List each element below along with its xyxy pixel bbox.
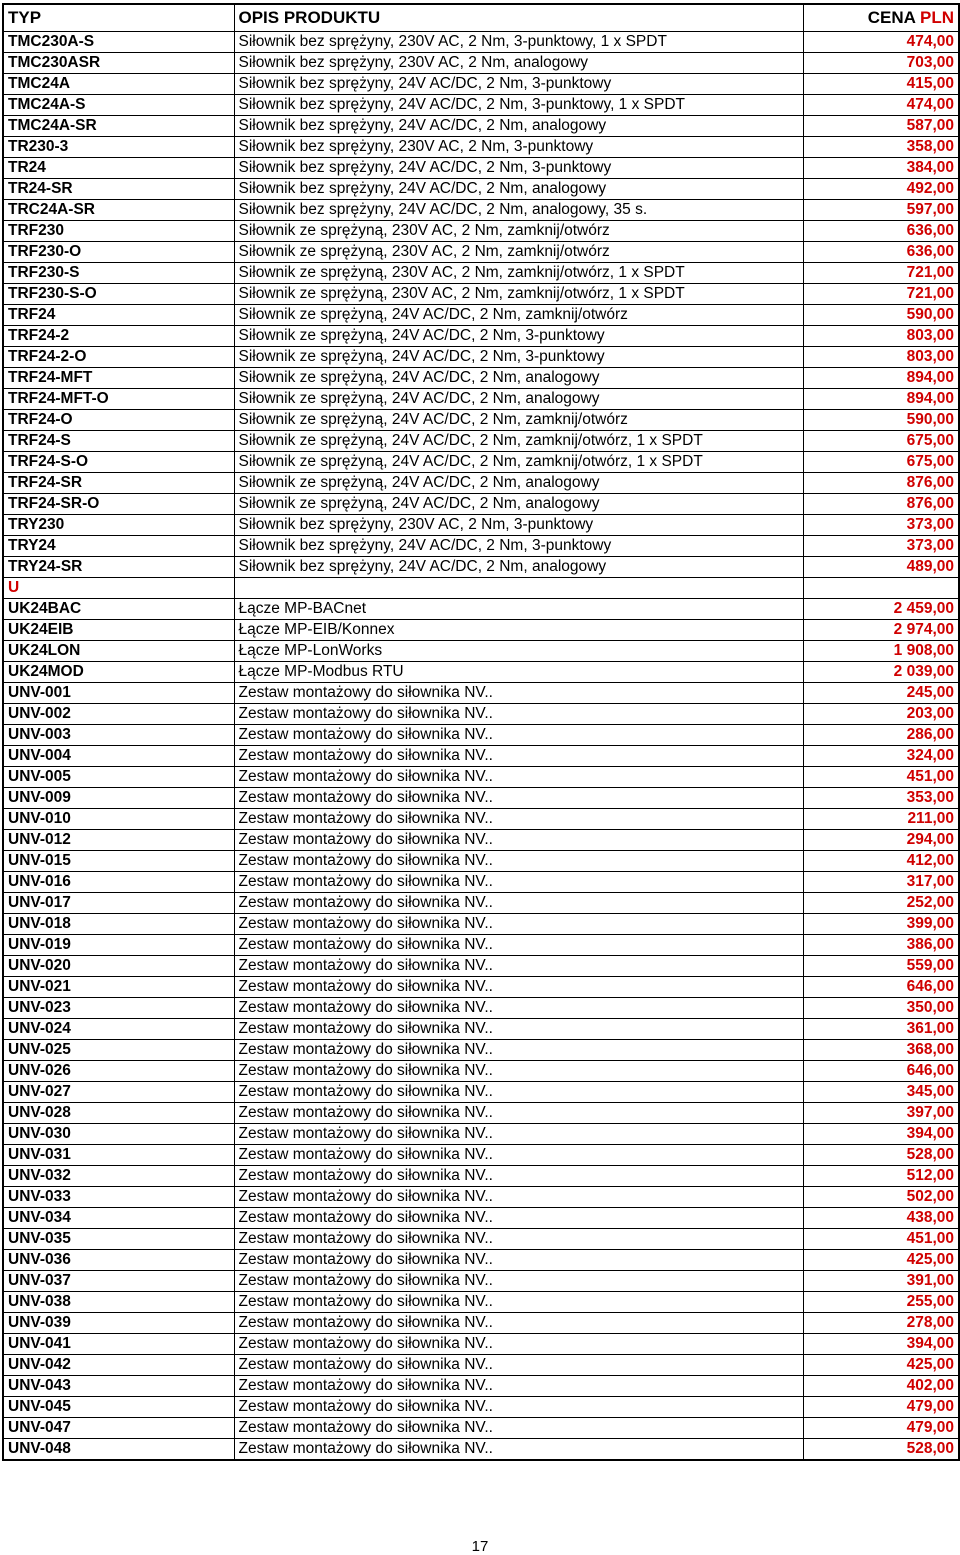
product-description: Zestaw montażowy do siłownika NV.. — [234, 704, 803, 725]
table-row — [3, 1082, 959, 1103]
product-code: UNV-043 — [3, 1376, 234, 1397]
product-description: Zestaw montażowy do siłownika NV.. — [234, 1418, 803, 1439]
product-code: UNV-021 — [3, 977, 234, 998]
table-row — [3, 473, 959, 494]
table-row — [3, 1187, 959, 1208]
product-price: 345,00 — [803, 1082, 959, 1103]
table-row — [3, 347, 959, 368]
product-code: TRF230-S-O — [3, 284, 234, 305]
product-description: Łącze MP-BACnet — [234, 599, 803, 620]
table-row — [3, 1397, 959, 1418]
product-price: 384,00 — [803, 158, 959, 179]
product-code: TRF24-S — [3, 431, 234, 452]
product-description: Zestaw montażowy do siłownika NV.. — [234, 1103, 803, 1124]
table-row — [3, 179, 959, 200]
product-price: 358,00 — [803, 137, 959, 158]
table-row — [3, 1250, 959, 1271]
product-price: 245,00 — [803, 683, 959, 704]
table-row — [3, 725, 959, 746]
product-code: UK24EIB — [3, 620, 234, 641]
product-price: 361,00 — [803, 1019, 959, 1040]
product-description: Siłownik bez sprężyny, 24V AC/DC, 2 Nm, analogowy — [234, 557, 803, 578]
product-price: 278,00 — [803, 1313, 959, 1334]
product-price: 559,00 — [803, 956, 959, 977]
table-row — [3, 1376, 959, 1397]
product-description — [234, 578, 803, 599]
product-description: Zestaw montażowy do siłownika NV.. — [234, 1271, 803, 1292]
product-code: UNV-048 — [3, 1439, 234, 1461]
product-price: 203,00 — [803, 704, 959, 725]
product-price: 489,00 — [803, 557, 959, 578]
product-code: TR230-3 — [3, 137, 234, 158]
product-description: Siłownik bez sprężyny, 24V AC/DC, 2 Nm, 3-punktowy — [234, 158, 803, 179]
product-description: Zestaw montażowy do siłownika NV.. — [234, 935, 803, 956]
table-row — [3, 53, 959, 74]
product-code: TRF24-O — [3, 410, 234, 431]
product-code: TRF24-MFT-O — [3, 389, 234, 410]
table-header — [3, 4, 959, 32]
header-row — [3, 4, 959, 32]
product-price: 587,00 — [803, 116, 959, 137]
table-row — [3, 893, 959, 914]
section-row — [3, 578, 959, 599]
product-price: 597,00 — [803, 200, 959, 221]
product-price: 394,00 — [803, 1334, 959, 1355]
product-description: Siłownik bez sprężyny, 24V AC/DC, 2 Nm, analogowy — [234, 116, 803, 137]
table-row — [3, 788, 959, 809]
table-row — [3, 368, 959, 389]
table-row — [3, 557, 959, 578]
product-price: 646,00 — [803, 977, 959, 998]
table-row — [3, 410, 959, 431]
product-description: Siłownik ze sprężyną, 24V AC/DC, 2 Nm, zamknij/otwórz — [234, 305, 803, 326]
table-row — [3, 872, 959, 893]
section-letter: U — [3, 578, 234, 599]
product-description: Zestaw montażowy do siłownika NV.. — [234, 998, 803, 1019]
product-price: 590,00 — [803, 305, 959, 326]
table-row — [3, 704, 959, 725]
product-code: UNV-010 — [3, 809, 234, 830]
product-description: Zestaw montażowy do siłownika NV.. — [234, 914, 803, 935]
table-row — [3, 977, 959, 998]
table-row — [3, 494, 959, 515]
table-row — [3, 137, 959, 158]
product-code: UNV-033 — [3, 1187, 234, 1208]
table-row — [3, 1271, 959, 1292]
currency-label: PLN — [920, 8, 954, 27]
product-code: UNV-001 — [3, 683, 234, 704]
product-code: TMC230ASR — [3, 53, 234, 74]
product-code: TRF24-SR — [3, 473, 234, 494]
table-row — [3, 1334, 959, 1355]
product-description: Zestaw montażowy do siłownika NV.. — [234, 1040, 803, 1061]
product-code: TRF24-2-O — [3, 347, 234, 368]
product-price: 636,00 — [803, 221, 959, 242]
table-row — [3, 1019, 959, 1040]
product-description: Zestaw montażowy do siłownika NV.. — [234, 809, 803, 830]
product-description: Zestaw montażowy do siłownika NV.. — [234, 977, 803, 998]
product-price: 438,00 — [803, 1208, 959, 1229]
product-code: UNV-018 — [3, 914, 234, 935]
product-description: Siłownik bez sprężyny, 230V AC, 2 Nm, 3-punktowy, 1 x SPDT — [234, 32, 803, 53]
product-price: 286,00 — [803, 725, 959, 746]
product-price: 415,00 — [803, 74, 959, 95]
product-price: 402,00 — [803, 1376, 959, 1397]
product-price: 512,00 — [803, 1166, 959, 1187]
product-price: 703,00 — [803, 53, 959, 74]
table-row — [3, 683, 959, 704]
table-row — [3, 1208, 959, 1229]
product-price: 294,00 — [803, 830, 959, 851]
product-code: TRF230-S — [3, 263, 234, 284]
product-description: Zestaw montażowy do siłownika NV.. — [234, 1397, 803, 1418]
product-code: UNV-004 — [3, 746, 234, 767]
product-code: UNV-041 — [3, 1334, 234, 1355]
product-description: Zestaw montażowy do siłownika NV.. — [234, 767, 803, 788]
table-row — [3, 914, 959, 935]
table-row — [3, 1439, 959, 1461]
product-code: TRF24 — [3, 305, 234, 326]
table-row — [3, 1061, 959, 1082]
product-description: Zestaw montażowy do siłownika NV.. — [234, 746, 803, 767]
product-description: Zestaw montażowy do siłownika NV.. — [234, 1292, 803, 1313]
product-code: UNV-012 — [3, 830, 234, 851]
product-price: 425,00 — [803, 1250, 959, 1271]
product-code: UNV-028 — [3, 1103, 234, 1124]
product-price — [803, 578, 959, 599]
product-description: Zestaw montażowy do siłownika NV.. — [234, 1250, 803, 1271]
product-price: 528,00 — [803, 1145, 959, 1166]
product-description: Zestaw montażowy do siłownika NV.. — [234, 788, 803, 809]
product-code: UNV-031 — [3, 1145, 234, 1166]
product-price: 876,00 — [803, 494, 959, 515]
table-row — [3, 452, 959, 473]
product-code: UNV-034 — [3, 1208, 234, 1229]
price-label: CENA — [867, 8, 916, 27]
product-description: Siłownik ze sprężyną, 24V AC/DC, 2 Nm, analogowy — [234, 494, 803, 515]
product-description: Zestaw montażowy do siłownika NV.. — [234, 1124, 803, 1145]
product-description: Siłownik ze sprężyną, 24V AC/DC, 2 Nm, analogowy — [234, 389, 803, 410]
table-body — [3, 32, 959, 1461]
product-code: TRF24-MFT — [3, 368, 234, 389]
table-row — [3, 1355, 959, 1376]
table-row — [3, 389, 959, 410]
product-code: UNV-016 — [3, 872, 234, 893]
product-code: UNV-038 — [3, 1292, 234, 1313]
product-price: 894,00 — [803, 389, 959, 410]
product-description: Siłownik ze sprężyną, 24V AC/DC, 2 Nm, zamknij/otwórz — [234, 410, 803, 431]
table-row — [3, 200, 959, 221]
product-price: 675,00 — [803, 431, 959, 452]
table-row — [3, 1418, 959, 1439]
product-code: UNV-037 — [3, 1271, 234, 1292]
table-row — [3, 1166, 959, 1187]
product-description: Siłownik ze sprężyną, 230V AC, 2 Nm, zamknij/otwórz — [234, 242, 803, 263]
product-price: 894,00 — [803, 368, 959, 389]
table-row — [3, 851, 959, 872]
product-code: TRY24 — [3, 536, 234, 557]
product-code: TMC24A-S — [3, 95, 234, 116]
product-code: UNV-020 — [3, 956, 234, 977]
product-description: Łącze MP-Modbus RTU — [234, 662, 803, 683]
product-price: 368,00 — [803, 1040, 959, 1061]
product-description: Siłownik bez sprężyny, 230V AC, 2 Nm, 3-punktowy — [234, 137, 803, 158]
product-price: 391,00 — [803, 1271, 959, 1292]
table-row — [3, 32, 959, 53]
table-row — [3, 221, 959, 242]
table-row — [3, 326, 959, 347]
product-price: 474,00 — [803, 32, 959, 53]
product-price: 412,00 — [803, 851, 959, 872]
product-code: UNV-005 — [3, 767, 234, 788]
column-header-type: TYP — [3, 4, 234, 32]
product-price: 721,00 — [803, 263, 959, 284]
table-row — [3, 662, 959, 683]
product-price: 2 974,00 — [803, 620, 959, 641]
table-row — [3, 284, 959, 305]
table-row — [3, 830, 959, 851]
product-code: TRY230 — [3, 515, 234, 536]
price-list-table — [2, 3, 960, 1461]
product-price: 397,00 — [803, 1103, 959, 1124]
product-description: Zestaw montażowy do siłownika NV.. — [234, 1166, 803, 1187]
table-row — [3, 305, 959, 326]
product-code: TRF24-S-O — [3, 452, 234, 473]
product-price: 252,00 — [803, 893, 959, 914]
product-code: UNV-015 — [3, 851, 234, 872]
product-code: UNV-019 — [3, 935, 234, 956]
product-code: UNV-035 — [3, 1229, 234, 1250]
product-description: Zestaw montażowy do siłownika NV.. — [234, 1313, 803, 1334]
product-price: 394,00 — [803, 1124, 959, 1145]
product-code: TR24 — [3, 158, 234, 179]
product-code: TMC230A-S — [3, 32, 234, 53]
column-header-description: OPIS PRODUKTU — [234, 4, 803, 32]
product-price: 386,00 — [803, 935, 959, 956]
product-description: Zestaw montażowy do siłownika NV.. — [234, 1376, 803, 1397]
product-price: 721,00 — [803, 284, 959, 305]
product-description: Siłownik bez sprężyny, 24V AC/DC, 2 Nm, analogowy — [234, 179, 803, 200]
product-price: 2 039,00 — [803, 662, 959, 683]
product-price: 425,00 — [803, 1355, 959, 1376]
table-row — [3, 641, 959, 662]
table-row — [3, 998, 959, 1019]
product-description: Siłownik ze sprężyną, 24V AC/DC, 2 Nm, analogowy — [234, 368, 803, 389]
table-row — [3, 515, 959, 536]
product-code: TMC24A — [3, 74, 234, 95]
product-price: 399,00 — [803, 914, 959, 935]
table-row — [3, 1229, 959, 1250]
product-price: 528,00 — [803, 1439, 959, 1461]
product-code: UNV-036 — [3, 1250, 234, 1271]
product-price: 324,00 — [803, 746, 959, 767]
product-description: Zestaw montażowy do siłownika NV.. — [234, 1145, 803, 1166]
product-price: 675,00 — [803, 452, 959, 473]
table-row — [3, 536, 959, 557]
product-price: 451,00 — [803, 1229, 959, 1250]
column-header-price — [803, 4, 959, 32]
product-code: TRF230-O — [3, 242, 234, 263]
product-code: UNV-003 — [3, 725, 234, 746]
product-description: Zestaw montażowy do siłownika NV.. — [234, 830, 803, 851]
product-code: UNV-017 — [3, 893, 234, 914]
product-price: 636,00 — [803, 242, 959, 263]
product-price: 803,00 — [803, 326, 959, 347]
product-code: UNV-045 — [3, 1397, 234, 1418]
product-description: Łącze MP-EIB/Konnex — [234, 620, 803, 641]
table-row — [3, 1040, 959, 1061]
table-row — [3, 431, 959, 452]
product-description: Zestaw montażowy do siłownika NV.. — [234, 956, 803, 977]
product-price: 2 459,00 — [803, 599, 959, 620]
table-row — [3, 935, 959, 956]
product-price: 350,00 — [803, 998, 959, 1019]
product-price: 590,00 — [803, 410, 959, 431]
product-price: 502,00 — [803, 1187, 959, 1208]
product-description: Zestaw montażowy do siłownika NV.. — [234, 1187, 803, 1208]
product-description: Zestaw montażowy do siłownika NV.. — [234, 1334, 803, 1355]
product-price: 451,00 — [803, 767, 959, 788]
product-code: UNV-002 — [3, 704, 234, 725]
product-description: Siłownik bez sprężyny, 230V AC, 2 Nm, 3-punktowy — [234, 515, 803, 536]
product-code: TR24-SR — [3, 179, 234, 200]
product-description: Siłownik bez sprężyny, 24V AC/DC, 2 Nm, analogowy, 35 s. — [234, 200, 803, 221]
product-price: 803,00 — [803, 347, 959, 368]
product-description: Zestaw montażowy do siłownika NV.. — [234, 1439, 803, 1461]
product-price: 373,00 — [803, 536, 959, 557]
product-description: Zestaw montażowy do siłownika NV.. — [234, 1208, 803, 1229]
product-code: UNV-024 — [3, 1019, 234, 1040]
product-code: UNV-047 — [3, 1418, 234, 1439]
product-price: 479,00 — [803, 1397, 959, 1418]
product-price: 1 908,00 — [803, 641, 959, 662]
product-code: UNV-042 — [3, 1355, 234, 1376]
product-description: Zestaw montażowy do siłownika NV.. — [234, 683, 803, 704]
product-price: 373,00 — [803, 515, 959, 536]
product-price: 353,00 — [803, 788, 959, 809]
table-row — [3, 1292, 959, 1313]
table-row — [3, 116, 959, 137]
product-description: Zestaw montażowy do siłownika NV.. — [234, 725, 803, 746]
table-row — [3, 809, 959, 830]
product-description: Siłownik ze sprężyną, 24V AC/DC, 2 Nm, 3-punktowy — [234, 326, 803, 347]
product-price: 492,00 — [803, 179, 959, 200]
table-row — [3, 242, 959, 263]
product-description: Siłownik bez sprężyny, 24V AC/DC, 2 Nm, 3-punktowy, 1 x SPDT — [234, 95, 803, 116]
product-description: Zestaw montażowy do siłownika NV.. — [234, 1019, 803, 1040]
product-description: Siłownik ze sprężyną, 24V AC/DC, 2 Nm, zamknij/otwórz, 1 x SPDT — [234, 431, 803, 452]
product-code: UK24LON — [3, 641, 234, 662]
product-description: Siłownik bez sprężyny, 230V AC, 2 Nm, analogowy — [234, 53, 803, 74]
table-row — [3, 746, 959, 767]
product-code: UNV-023 — [3, 998, 234, 1019]
product-description: Siłownik ze sprężyną, 230V AC, 2 Nm, zamknij/otwórz, 1 x SPDT — [234, 284, 803, 305]
product-code: TRY24-SR — [3, 557, 234, 578]
product-description: Zestaw montażowy do siłownika NV.. — [234, 851, 803, 872]
product-description: Siłownik bez sprężyny, 24V AC/DC, 2 Nm, 3-punktowy — [234, 74, 803, 95]
table-row — [3, 956, 959, 977]
product-code: UNV-030 — [3, 1124, 234, 1145]
table-row — [3, 95, 959, 116]
table-row — [3, 263, 959, 284]
product-price: 255,00 — [803, 1292, 959, 1313]
table-row — [3, 1124, 959, 1145]
product-description: Siłownik ze sprężyną, 230V AC, 2 Nm, zamknij/otwórz — [234, 221, 803, 242]
product-code: UNV-025 — [3, 1040, 234, 1061]
product-description: Siłownik ze sprężyną, 230V AC, 2 Nm, zamknij/otwórz, 1 x SPDT — [234, 263, 803, 284]
table-row — [3, 620, 959, 641]
table-row — [3, 1103, 959, 1124]
table-row — [3, 1145, 959, 1166]
product-code: UNV-026 — [3, 1061, 234, 1082]
product-description: Zestaw montażowy do siłownika NV.. — [234, 1061, 803, 1082]
product-price: 646,00 — [803, 1061, 959, 1082]
product-price: 876,00 — [803, 473, 959, 494]
product-description: Zestaw montażowy do siłownika NV.. — [234, 1355, 803, 1376]
product-code: TMC24A-SR — [3, 116, 234, 137]
table-row — [3, 599, 959, 620]
product-description: Siłownik ze sprężyną, 24V AC/DC, 2 Nm, analogowy — [234, 473, 803, 494]
product-description: Siłownik bez sprężyny, 24V AC/DC, 2 Nm, 3-punktowy — [234, 536, 803, 557]
product-description: Siłownik ze sprężyną, 24V AC/DC, 2 Nm, 3-punktowy — [234, 347, 803, 368]
product-price: 474,00 — [803, 95, 959, 116]
product-code: TRF230 — [3, 221, 234, 242]
product-description: Łącze MP-LonWorks — [234, 641, 803, 662]
product-price: 479,00 — [803, 1418, 959, 1439]
table-row — [3, 767, 959, 788]
product-price: 211,00 — [803, 809, 959, 830]
product-code: UNV-009 — [3, 788, 234, 809]
table-row — [3, 158, 959, 179]
product-code: TRF24-SR-O — [3, 494, 234, 515]
product-description: Siłownik ze sprężyną, 24V AC/DC, 2 Nm, zamknij/otwórz, 1 x SPDT — [234, 452, 803, 473]
product-description: Zestaw montażowy do siłownika NV.. — [234, 893, 803, 914]
product-description: Zestaw montażowy do siłownika NV.. — [234, 1082, 803, 1103]
product-code: UNV-032 — [3, 1166, 234, 1187]
product-description: Zestaw montażowy do siłownika NV.. — [234, 872, 803, 893]
page-number: 17 — [471, 1538, 489, 1555]
product-code: TRF24-2 — [3, 326, 234, 347]
product-code: UNV-039 — [3, 1313, 234, 1334]
product-code: UK24MOD — [3, 662, 234, 683]
product-code: UNV-027 — [3, 1082, 234, 1103]
product-code: TRC24A-SR — [3, 200, 234, 221]
product-description: Zestaw montażowy do siłownika NV.. — [234, 1229, 803, 1250]
product-code: UK24BAC — [3, 599, 234, 620]
table-row — [3, 1313, 959, 1334]
product-price: 317,00 — [803, 872, 959, 893]
table-row — [3, 74, 959, 95]
